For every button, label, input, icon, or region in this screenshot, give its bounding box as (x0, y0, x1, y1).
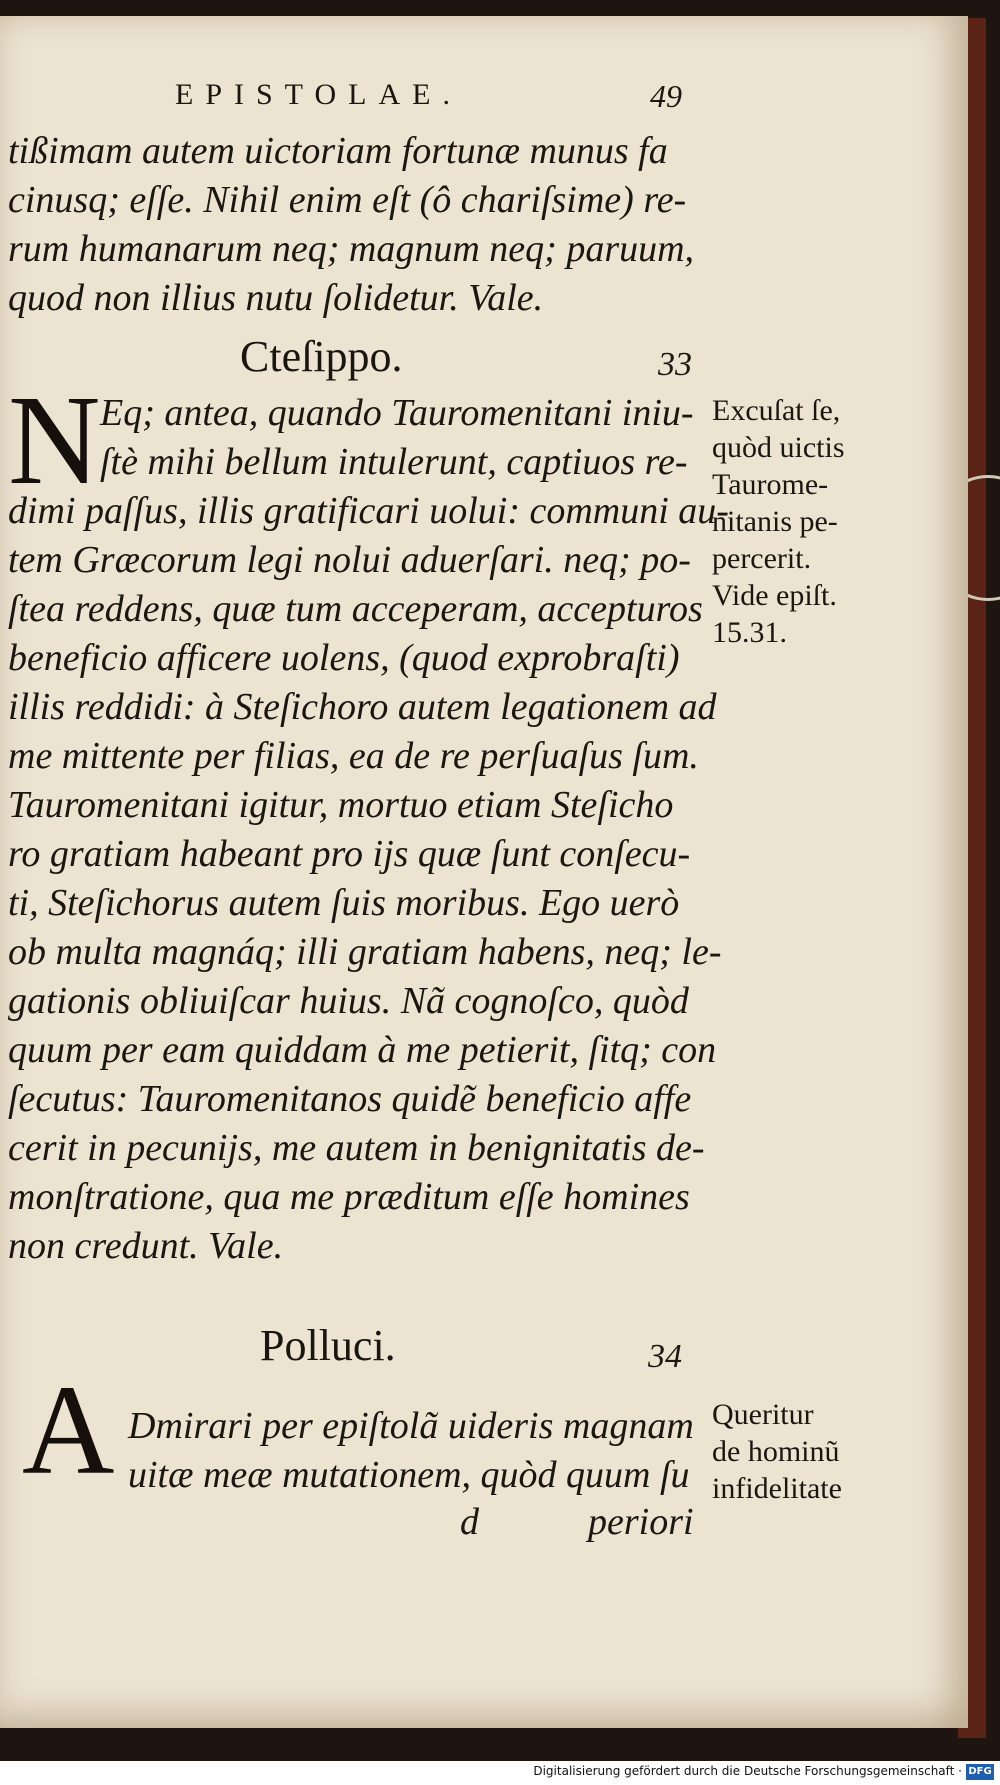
book-page (0, 16, 968, 1728)
margin-note-line: quòd uictis (712, 431, 845, 464)
text-line: Tauromenitani igitur, mortuo etiam Steſicho (8, 784, 674, 826)
margin-note-line: de hominũ (712, 1435, 840, 1468)
text-line: ſecutus: Tauromenitanos quidẽ beneficio affe (8, 1078, 692, 1120)
text-line: me mittente per filias, ea de re perſuaſus ſum. (8, 735, 699, 777)
text-line: monſtratione, qua me præditum eſſe homines (8, 1176, 690, 1218)
text-line: beneficio afficere uolens, (quod exprobraſti) (8, 637, 680, 679)
margin-note-line: Taurome- (712, 468, 829, 501)
signature-mark: d (460, 1501, 479, 1543)
margin-note-line: percerit. (712, 542, 812, 575)
catchword: periori (588, 1501, 694, 1543)
text-line: ſtea reddens, quæ tum acceperam, accepturos (8, 588, 703, 630)
text-line: ſtè mihi bellum intulerunt, captiuos re- (100, 441, 688, 483)
folio-number: 49 (650, 78, 682, 114)
letter-heading: Cteſippo. (240, 332, 403, 381)
margin-note-line: Queritur (712, 1398, 814, 1431)
margin-note-line: 15.31. (712, 616, 787, 649)
footer-credit: Digitalisierung gefördert durch die Deutsche Forschungsgemeinschaft · (533, 1764, 962, 1778)
text-line: ob multa magnáq; illi gratiam habens, neq; le- (8, 931, 722, 973)
dfg-logo: DFG (966, 1764, 994, 1780)
text-line: cinusq; eſſe. Nihil enim eſt (ô chariſsime) re- (8, 179, 687, 221)
margin-note-line: Excuſat ſe, (712, 394, 841, 427)
text-line: rum humanarum neq; magnum neq; paruum, (8, 228, 695, 270)
letter-number: 34 (648, 1338, 682, 1375)
text-line: Eq; antea, quando Tauromenitani iniu- (100, 392, 694, 434)
letter-heading: Polluci. (260, 1321, 396, 1370)
letter-number: 33 (658, 346, 692, 383)
text-line: gationis obliuiſcar huius. Nã cognoſco, quòd (8, 980, 689, 1022)
text-line: ti, Steſichorus autem ſuis moribus. Ego uerò (8, 882, 680, 924)
text-line: non credunt. Vale. (8, 1225, 284, 1267)
text-line: illis reddidi: à Steſichoro autem legationem ad (8, 686, 717, 728)
text-line: tem Græcorum legi nolui aduerſari. neq; po- (8, 539, 691, 581)
text-line: uitæ meæ mutationem, quòd quum ſu (128, 1454, 690, 1496)
margin-note-line: nitanis pe- (712, 505, 838, 538)
margin-note-line: Vide epiſt. (712, 579, 837, 612)
text-line: ro gratiam habeant pro ijs quæ ſunt conſecu- (8, 833, 691, 875)
running-head: EPISTOLAE. (175, 78, 462, 111)
margin-note (712, 1396, 912, 1507)
margin-note-line: infidelitate (712, 1472, 842, 1505)
text-line: tißimam autem uictoriam fortunæ munus fa (8, 130, 668, 172)
drop-capital: N (8, 369, 101, 511)
margin-note (712, 392, 912, 651)
drop-capital: A (22, 1359, 115, 1501)
text-line: cerit in pecunijs, me autem in benignitatis de- (8, 1127, 705, 1169)
text-line: Dmirari per epiſtolã uideris magnam (128, 1405, 694, 1447)
text-line: quod non illius nutu ſolidetur. Vale. (8, 277, 544, 319)
text-line: dimi paſſus, illis gratificari uolui: communi au- (8, 490, 729, 532)
text-line: quum per eam quiddam à me petierit, ſitq; con (8, 1029, 717, 1071)
